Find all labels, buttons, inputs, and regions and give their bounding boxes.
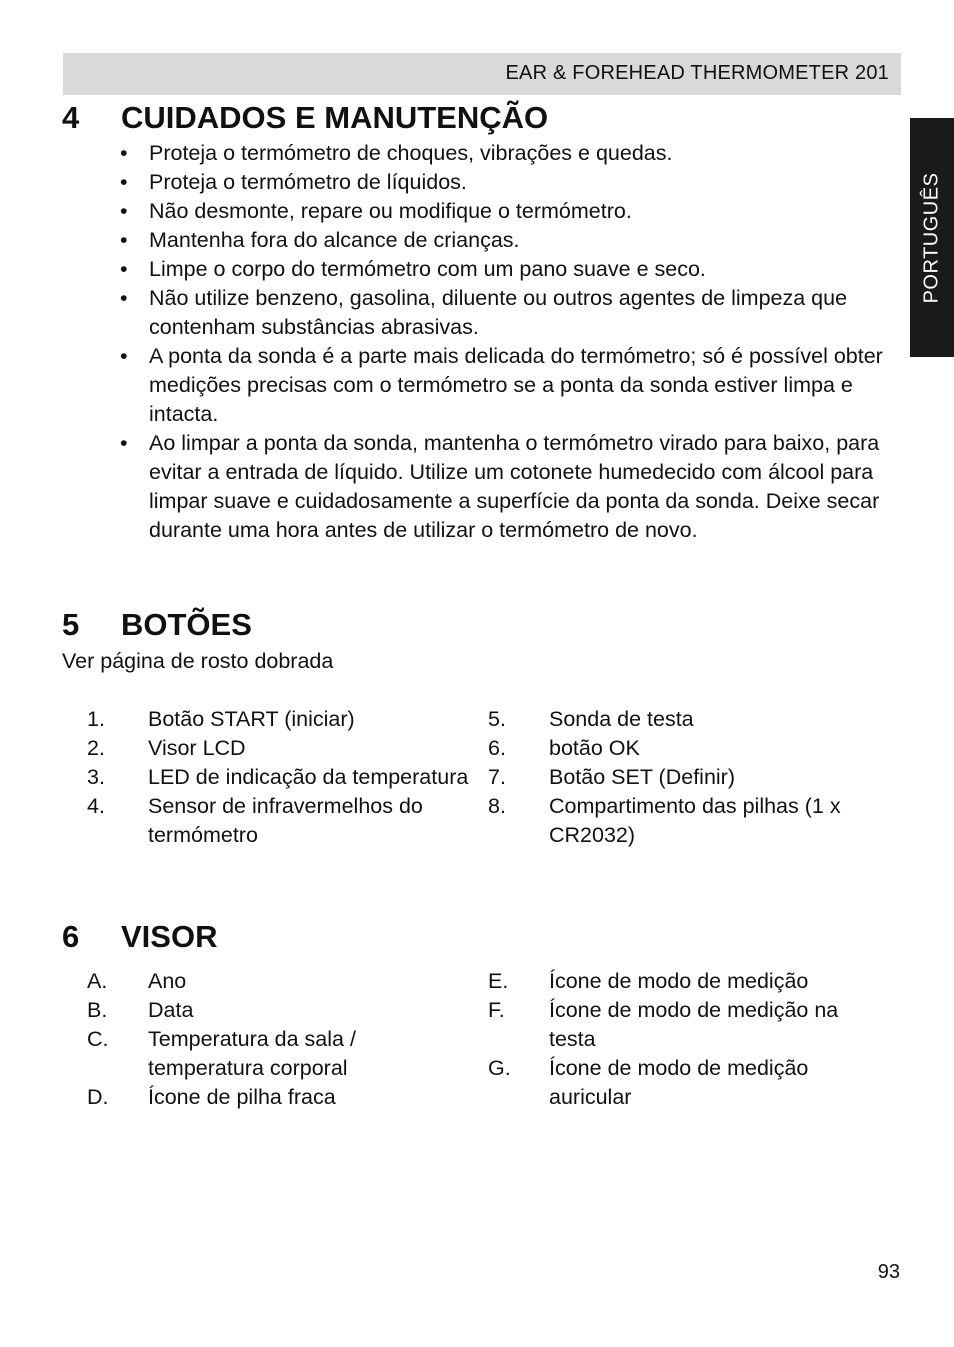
list-marker: 5. — [488, 707, 506, 731]
list-item — [488, 967, 868, 996]
care-bullet-item: • Mantenha fora do alcance de crianças. — [120, 226, 900, 255]
list-marker: C. — [87, 1027, 109, 1051]
display-list-left — [87, 967, 472, 1112]
display-list-right — [488, 967, 868, 1112]
list-item — [87, 967, 472, 996]
section-4-number: 4 — [62, 100, 80, 135]
list-marker: B. — [87, 998, 108, 1022]
care-bullet-item: • Limpe o corpo do termómetro com um pano suave e seco. — [120, 255, 900, 284]
list-item — [488, 792, 878, 850]
header-bar — [63, 53, 901, 95]
list-text: LED de indicação da temperatura — [148, 765, 469, 789]
list-text: Ícone de modo de medição — [549, 969, 809, 993]
list-text: Temperatura da sala / temperatura corporal — [148, 1027, 356, 1080]
list-marker: 2. — [87, 736, 105, 760]
care-bullet-list — [120, 139, 900, 545]
list-text: Ícone de modo de medição na testa — [549, 998, 839, 1051]
list-text: Ano — [148, 969, 187, 993]
care-bullet-item: • Não utilize benzeno, gasolina, diluente ou outros agentes de limpeza que contenham substâncias abrasivas. — [120, 284, 900, 342]
section-5-heading — [62, 607, 252, 643]
list-text: Ícone de pilha fraca — [148, 1085, 336, 1109]
list-text: Ícone de modo de medição auricular — [549, 1056, 809, 1109]
language-tab — [910, 118, 954, 357]
care-bullet-item: • A ponta da sonda é a parte mais delicada do termómetro; só é possível obter medições precisas com o termómetro se a ponta da sonda estiver limpa e intacta. — [120, 342, 900, 429]
list-marker: 7. — [488, 765, 506, 789]
care-bullet-item: • Não desmonte, repare ou modifique o termómetro. — [120, 197, 900, 226]
buttons-list-left — [87, 705, 472, 850]
section-6-title: VISOR — [121, 919, 218, 954]
list-item — [87, 996, 472, 1025]
list-marker: F. — [488, 998, 505, 1022]
list-text: Compartimento das pilhas (1 x CR2032) — [549, 794, 841, 847]
list-text: Sensor de infravermelhos do termómetro — [148, 794, 423, 847]
list-item — [87, 1025, 472, 1083]
section-5-intro: Ver página de rosto dobrada — [62, 649, 334, 673]
page-number: 93 — [877, 1261, 900, 1283]
list-marker: G. — [488, 1056, 511, 1080]
section-4-heading — [62, 100, 548, 136]
language-tab-label: PORTUGUÊS — [920, 172, 943, 303]
list-item — [87, 792, 472, 850]
care-bullet-item: • Ao limpar a ponta da sonda, mantenha o termómetro virado para baixo, para evitar a entrada de líquido. Utilize um cotonete humedecido com álcool para limpar suave e cuidadosamente a superfície da ponta da sonda. Deixe secar durante uma hora antes de utilizar o termómetro de novo. — [120, 429, 900, 545]
list-marker: D. — [87, 1085, 109, 1109]
list-item — [87, 734, 472, 763]
list-item — [87, 705, 472, 734]
list-marker: 6. — [488, 736, 506, 760]
list-marker: A. — [87, 969, 108, 993]
list-item — [87, 763, 472, 792]
list-text: Visor LCD — [148, 736, 246, 760]
list-marker: 1. — [87, 707, 105, 731]
section-6-heading — [62, 919, 217, 955]
list-text: botão OK — [549, 736, 640, 760]
section-5-number: 5 — [62, 607, 80, 642]
section-6-number: 6 — [62, 919, 80, 954]
section-4-title: CUIDADOS E MANUTENÇÃO — [121, 100, 549, 135]
buttons-list-right — [488, 705, 878, 850]
header-title: EAR & FOREHEAD THERMOMETER 201 — [505, 62, 889, 84]
list-marker: 3. — [87, 765, 105, 789]
list-item — [488, 996, 868, 1054]
list-item — [488, 1054, 868, 1112]
section-5-title: BOTÕES — [121, 607, 252, 642]
list-marker: E. — [488, 969, 509, 993]
list-item — [87, 1083, 472, 1112]
list-item — [488, 763, 878, 792]
list-item — [488, 734, 878, 763]
list-text: Sonda de testa — [549, 707, 694, 731]
list-text: Botão START (iniciar) — [148, 707, 355, 731]
list-text: Botão SET (Definir) — [549, 765, 736, 789]
care-bullet-item: • Proteja o termómetro de choques, vibrações e quedas. — [120, 139, 900, 168]
list-marker: 8. — [488, 794, 506, 818]
list-item — [488, 705, 878, 734]
list-text: Data — [148, 998, 194, 1022]
care-bullet-item: • Proteja o termómetro de líquidos. — [120, 168, 900, 197]
list-marker: 4. — [87, 794, 105, 818]
